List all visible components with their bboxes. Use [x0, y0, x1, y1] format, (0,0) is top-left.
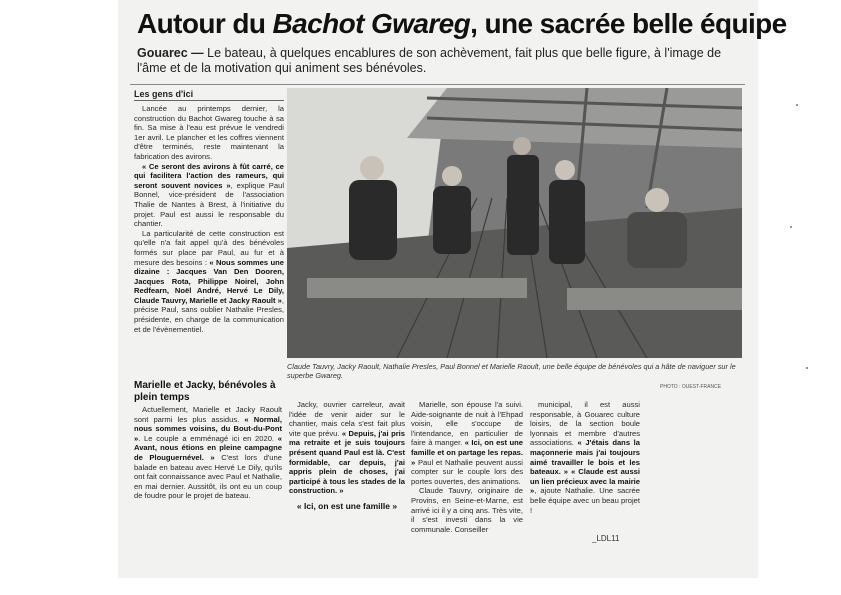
page-code: _LDL11: [592, 534, 620, 543]
paragraph: Marielle, son épouse l'a suivi. Aide-soignante de nuit à l'Ehpad voisin, elle s'occupe de l'intendance, en particulier de faire à manger. « Ici, on est une famille et on partage les repas. » Paul et Nathalie peuvent aussi compter sur le couple lors des portes ouvertes, des animations.: [411, 400, 523, 486]
article-headline: Autour du Bachot Gwareg, une sacrée belle équipe: [137, 8, 787, 39]
section-subhead: Marielle et Jacky, bénévoles à plein temps: [134, 380, 276, 403]
scan-speck: [790, 226, 792, 228]
paragraph: « Ce seront des avirons à fût carré, ce qui facilitera l'action des rameurs, qui seront souvent novices », explique Paul Bonnel, vice-président de l'association Thalie de Nantes à Brest, à l'initiative du projet. Paul est aussi le responsable du chantier.: [134, 161, 284, 229]
paragraph: Jacky, ouvrier carreleur, avait l'idée de venir aider sur le chantier, mais cela s'est fait plus vite que prévu. « Depuis, j'ai pris ma retraite et je suis toujours présent quand Paul est là. C'est formidable, car depuis, j'ai appris plein de choses, j'ai participé à tous les stades de la construction. »: [289, 400, 405, 496]
photo-caption: Claude Tauvry, Jacky Raoult, Nathalie Presles, Paul Bonnel et Marielle Raoult, une belle équipe de bénévoles qui a hâte de naviguer sur le superbe Gwareg.: [287, 362, 736, 380]
column-4: [530, 400, 640, 515]
article-lead: Gouarec — Le bateau, à quelques encablures de son achèvement, fait plus que belle figure, à l'image de l'âme et de la motivation qui animent ses bénévoles.: [137, 46, 722, 75]
paragraph: La particularité de cette construction est qu'elle n'a fait appel qu'à des bénévoles formés sur place par Paul, au fur et à mesure des besoins : « Nous sommes une dizaine : Jacques Van Den Dooren, Jacques Rota, Philippe Noirel, John Redfearn, Noël André, Hervé Le Dily, Claude Tauvry, Marielle et Jacky Raoult », précise Paul, sans oublier Nathalie Presles, présidente, en charge de la communication et de l'évènementiel.: [134, 228, 284, 334]
column-1-lower: [134, 405, 282, 501]
column-1: [134, 104, 284, 334]
divider: [134, 100, 284, 101]
scan-speck: [806, 367, 808, 369]
photo-credit: PHOTO : OUEST-FRANCE: [660, 384, 722, 390]
paragraph: municipal, il est aussi responsable, à Gouarec culture loisirs, de la section boule lyonnais et membre d'autres associations. « J'étais dans la maçonnerie mais j'ai toujours aimé travailler le bois et les bateaux. » « Claude est aussi un lien précieux avec la mairie », ajoute Nathalie. Une sacrée belle équipe avec un beau projet !: [530, 400, 640, 515]
paragraph: Claude Tauvry, originaire de Provins, en Seine-et-Marne, est arrivé ici il y a cinq ans. Très vite, il s'est investi dans la vie communale. Conseiller: [411, 486, 523, 534]
paragraph: Actuellement, Marielle et Jacky Raoult sont parmi les plus assidus. « Normal, nous sommes voisins, du Bout-du-Pont ». Le couple a emménagé ici en 2020. « Avant, nous étions en pleine campagne de Plouguernével. » C'est lors d'une balade en bateau avec Hervé Le Dily, qu'ils ont fait connaissance avec Paul et Nathalie, en mai dernier. Aussitôt, ils ont eu un coup de foudre pour le projet de bateau.: [134, 405, 282, 501]
scan-speck: [796, 104, 798, 106]
column-2: [289, 400, 405, 512]
boat-workshop-photo: [287, 88, 742, 358]
pull-quote: « Ici, on est une famille »: [296, 500, 398, 511]
divider: [130, 84, 745, 85]
paragraph: Lancée au printemps dernier, la construction du Bachot Gwareg touche à sa fin. Sa mise à l'eau est prévue le vendredi 1er avril. Le plancher et les coffres viennent d'être terminés, reste maintenant la fabrication des avirons.: [134, 104, 284, 161]
article-photo: [287, 88, 742, 358]
column-3: [411, 400, 523, 534]
section-kicker: Les gens d'ici: [134, 89, 194, 99]
